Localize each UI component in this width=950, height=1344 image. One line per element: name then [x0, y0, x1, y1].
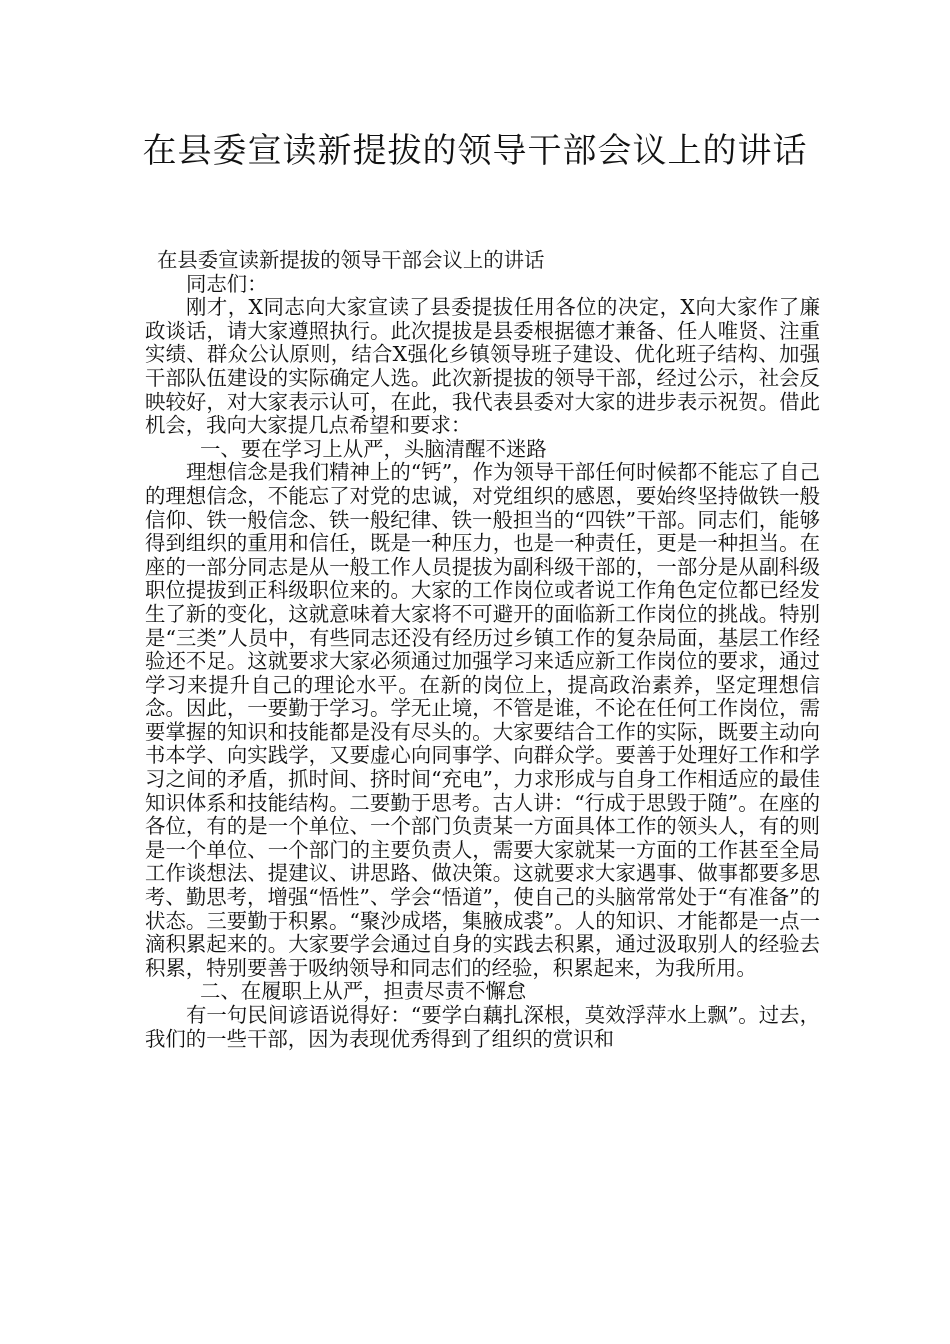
- document-subtitle: 在县委宣读新提拔的领导干部会议上的讲话: [157, 248, 545, 272]
- document-body: [145, 249, 820, 1051]
- intro-paragraph: 刚才，X同志向大家宣读了县委提拔任用各位的决定，X向大家作了廉政谈话，请大家遵照执行。此次提拔是县委根据德才兼备、任人唯贤、注重实绩、群众公认原则，结合X强化乡镇领导班子建设、优化班子结构、加强干部队伍建设的实际确定人选。此次新提拔的领导干部，经过公示，社会反映较好，对大家表示认可，在此，我代表县委对大家的进步表示祝贺。借此机会，我向大家提几点希望和要求：: [145, 295, 820, 438]
- section-2-paragraph: 有一句民间谚语说得好：“要学白藕扎深根，莫效浮萍水上飘”。过去，我们的一些干部，因为表现优秀得到了组织的赏识和: [145, 1003, 820, 1051]
- section-2-heading: 二、在履职上从严，担责尽责不懈怠: [200, 979, 527, 1004]
- document-title: 在县委宣读新提拔的领导干部会议上的讲话: [142, 131, 808, 171]
- salutation: 同志们：: [186, 271, 268, 296]
- section-1-paragraph: 理想信念是我们精神上的“钙”，作为领导干部任何时候都不能忘了自己的理想信念，不能忘了对党的忠诚，对党组织的感恩，要始终坚持做铁一般信仰、铁一般信念、铁一般纪律、铁一般担当的“四铁”干部。同志们，能够得到组织的重用和信任，既是一种压力，也是一种责任，更是一种担当。在座的一部分同志是从一般工作人员提拔为副科级干部的，一部分是从副科级职位提拔到正科级职位来的。大家的工作岗位或者说工作角色定位都已经发生了新的变化，这就意味着大家将不可避开的面临新工作岗位的挑战。特别是“三类”人员中，有些同志还没有经历过乡镇工作的复杂局面，基层工作经验还不足。这就要求大家必须通过加强学习来适应新工作岗位的要求，通过学习来提升自己的理论水平。在新的岗位上，提高政治素养，坚定理想信念。因此，一要勤于学习。学无止境，不管是谁，不论在任何工作岗位，需要掌握的知识和技能都是没有尽头的。大家要结合工作的实际，既要主动向书本学、向实践学，又要虚心向同事学、向群众学。要善于处理好工作和学习之间的矛盾，抓时间、挤时间“充电”，力求形成与自身工作相适应的最佳知识体系和技能结构。二要勤于思考。古人讲：“行成于思毁于随”。在座的各位，有的是一个单位、一个部门负责某一方面具体工作的领头人，有的则是一个单位、一个部门的主要负责人，需要大家就某一方面的工作甚至全局工作谈想法、提建议、讲思路、做决策。这就要求大家遇事、做事都要多思考、勤思考，增强“悟性”、学会“悟道”，使自己的头脑常常处于“有准备”的状态。三要勤于积累。“聚沙成塔，集腋成裘”。人的知识、才能都是一点一滴积累起来的。大家要学会通过自身的实践去积累，通过汲取别人的经验去积累，特别要善于吸纳领导和同志们的经验，积累起来，为我所用。: [145, 460, 820, 980]
- section-1-heading: 一、要在学习上从严，头脑清醒不迷路: [200, 436, 547, 461]
